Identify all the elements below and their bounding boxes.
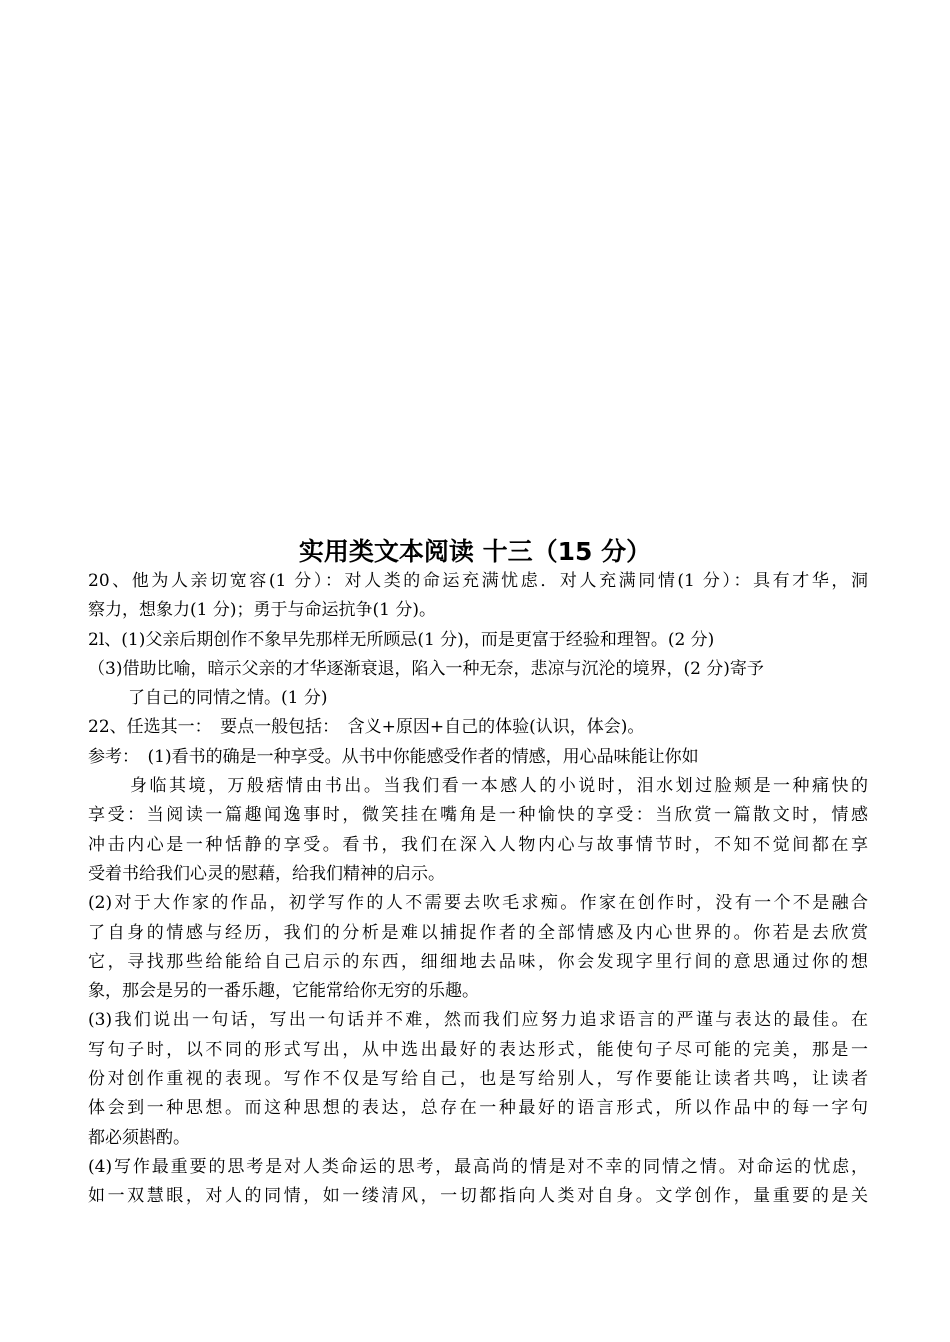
text-line: 受着书给我们心灵的慰藉，给我们精神的启示。 [88,863,445,884]
text-line: 冲击内心是一种恬静的享受。看书，我们在深入人物内心与故事情节时，不知不觉间都在享 [88,834,868,855]
document-title: 实用类文本阅读 十三（15 分） [298,537,652,566]
text-line: (4)写作最重要的思考是对人类命运的思考，最高尚的情是对不幸的同情之情。对命运的忧虑， [88,1156,868,1177]
text-line: 察力，想象力(1 分)；勇于与命运抗争(1 分)。 [88,600,436,621]
text-line: 2l、(1)父亲后期创作不象早先那样无所顾忌(1 分)，而是更富于经验和理智。(2 分) [88,629,715,650]
text-line: 享受：当阅读一篇趣闻逸事时，微笑挂在嘴角是一种愉快的享受：当欣赏一篇散文时，情感 [88,805,868,826]
text-line: 都必须斟酌。 [88,1127,190,1148]
text-line: 身临其境，万般痞情由书出。当我们看一本感人的小说时，泪水划过脸颊是一种痛快的 [130,776,868,797]
text-line: 象，那会是另的一番乐趣，它能常给你无穷的乐趣。 [88,981,479,1002]
text-line: 参考： (1)看书的确是一种享受。从书中你能感受作者的情感，用心品味能让你如 [88,746,699,767]
text-line: (2)对于大作家的作品，初学写作的人不需要去吹毛求痴。作家在创作时，没有一个不是融合 [88,893,868,914]
text-line: 了自身的情感与经历，我们的分析是难以捕捉作者的全部情感及内心世界的。你若是去欣赏 [88,922,868,943]
text-line: 写句子时，以不同的形式写出，从中选出最好的表达形式，能使句子尽可能的完美，那是一 [88,1039,868,1060]
text-line: 如一双慧眼，对人的同情，如一缕清风，一切都指向人类对自身。文学创作，量重要的是关 [88,1186,868,1207]
text-line: （3)借助比喻，暗示父亲的才华逐渐衰退，陷入一种无奈，悲凉与沉沦的境界，(2 分)寄予 [88,658,764,679]
text-line: 20、他为人亲切宽容(1 分）：对人类的命运充满忧虑．对人充满同情(1 分）：具有才华，洞 [88,571,868,591]
text-line: (3)我们说出一句话，写出一句话并不难，然而我们应努力追求语言的严谨与表达的最佳。在 [88,1010,868,1031]
text-line: 了自己的同情之情。(1 分) [128,688,328,709]
text-line: 份对创作重视的表现。写作不仅是写给自己，也是写给别人，写作要能让读者共鸣，让读者 [88,1069,868,1090]
text-line: 体会到一种思想。而这种思想的表达，总存在一种最好的语言形式，所以作品中的每一字句 [88,1098,868,1119]
text-line: 22、任选其一： 要点一般包括： 含义+原因+自己的体验(认识，体会)。 [88,717,645,738]
answer-text-block [88,567,868,1212]
text-line: 它，寻找那些给能给自己启示的东西，细细地去品味，你会发现字里行间的意思通过你的想 [88,951,868,972]
